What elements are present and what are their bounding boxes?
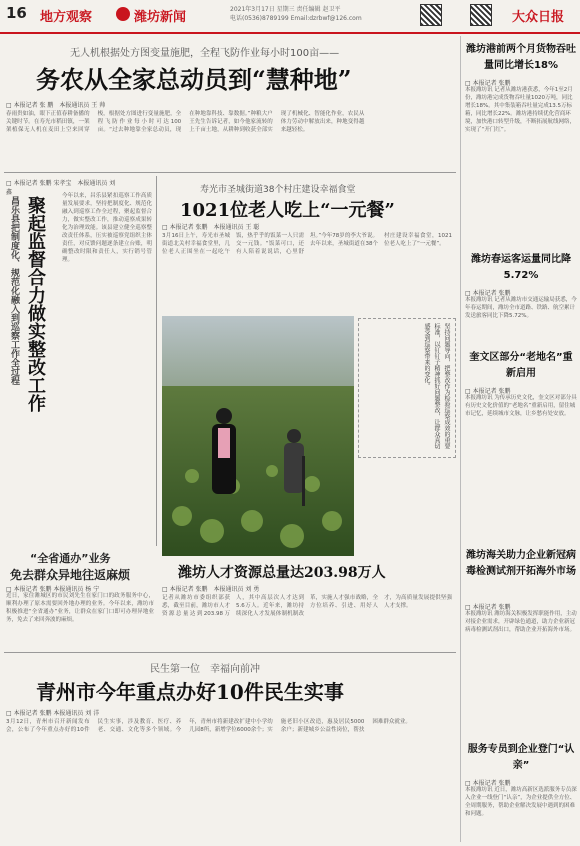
- talent-byline: □ 本报记者 张鹏 本报通讯员 刘 勇: [162, 586, 260, 593]
- section-label: 地方观察: [40, 10, 93, 25]
- sidebar-byline-2: □ 本报记者 张鹏: [465, 290, 511, 297]
- bottom-headline: 青州市今年重点办好10件民生实事: [36, 680, 344, 704]
- quote-box: 坚持问题导向，把整改作为检验巡察成效的重要标准，以钉钉子精神抓好问题整改，让群众真切感受到巡察带来的变化。: [358, 318, 456, 458]
- page-number: 16: [6, 4, 27, 22]
- field-photo: [162, 316, 354, 556]
- sidebar-headline-3: 奎文区部分“老地名”重新启用: [469, 352, 573, 379]
- sidebar-headline-2: 潍坊春运客运量同比降5.72%: [471, 254, 571, 281]
- small-story-body: 近日，家住潍城区的市民刘先生在家门口的政务服务中心，顺利办理了原本需要回外地办理的业务。今年以来，潍坊市积极推进“全省通办”业务，让群众在家门口即可办理异地业务，免去了来回奔波的麻烦。: [6, 593, 154, 623]
- lead-body: 春雨贵如油，眼下正值春耕备播的关键时节。在寿光市稻田镇，一架架植保无人机在麦田上空来回穿梭，根据处方图进行变量施肥，全程飞防作业每小时可达100亩。“过去种地靠全家总动员，现在种地靠科技、靠数据。”种粮大户王先生告诉记者，如今他家流转的上千亩土地，从耕种到收获全部实现了机械化、智能化作业，农民从体力劳动中解放出来，种地变得越来越轻松。: [6, 111, 365, 133]
- qr-code-icon[interactable]: [470, 4, 492, 26]
- sidebar-byline-1: □ 本报记者 张鹏: [465, 80, 511, 87]
- lead-headline: 务农从全家总动员到“慧种地”: [36, 65, 352, 94]
- bottom-body: 3月12日，青州市召开新闻发布会，公布了今年重点办好的10件民生实事，涉及教育、医疗、养老、交通、文化等多个领域。今年，青州市将新建改扩建中小学幼儿园8所，新增学位6000余个；实施老旧小区改造，惠及居民5000余户；新建城乡公益性岗位，帮扶困难群众就业。: [6, 719, 411, 733]
- sidebar-headline-1: 潍坊港前两个月货物吞吐量同比增长18%: [466, 44, 576, 71]
- middle-kicker: 寿光市圣城街道38个村庄建设幸福食堂: [200, 185, 356, 195]
- masthead-meta: [230, 5, 380, 23]
- talent-body: 记者从潍坊市委组织部获悉，截至目前，潍坊市人才资源总量达到203.98万人，其中高层次人才达到5.6万人。近年来，潍坊持续深化人才发展体制机制改革，实施人才强市战略，全方位培养、引进、用好人才，为高质量发展提供坚强人才支撑。: [162, 595, 452, 617]
- lead-byline: □ 本报记者 张 鹏 本报通讯员 王 帅: [6, 102, 106, 109]
- sidebar-body-2: 本报潍坊讯 记者从潍坊市交通运输局获悉，今年春运期间，潍坊全市道路、铁路、航空累计发送旅客同比下降5.72%。: [465, 297, 577, 319]
- sidebar-body-5: 本报潍坊讯 近日，潍坊高新区选派服务专员深入企业一线登门“认亲”，为企业提供全方位、全周期服务，帮助企业解决发展中遇到的困难和问题。: [465, 787, 577, 817]
- sidebar: [460, 36, 578, 842]
- middle-headline: 1021位老人吃上“一元餐”: [180, 200, 395, 221]
- paper-logo: 大众日报: [512, 10, 565, 25]
- sidebar-body-3: 本报潍坊讯 为传承历史文化，奎文区对部分具有历史文化价值的“老地名”重新启用，留住城市记忆，延续城市文脉，让乡愁有处安放。: [465, 395, 577, 417]
- phone-line: 电话(0536)8789199 Email:dzrbwf@126.com: [230, 15, 362, 22]
- sidebar-headline-4: 潍坊海关助力企业新冠病毒检测试剂开拓海外市场: [466, 550, 576, 577]
- sidebar-byline-3: □ 本报记者 张鹏: [465, 388, 511, 395]
- date-line: 2021年3月17日 星期三 责任编辑 赵卫平: [230, 6, 341, 13]
- small-story-byline: □ 本报记者 张鹏 本报通讯员 杨 宁: [6, 586, 100, 593]
- left-feature-body: 今年以来，昌乐县紧扣巡察工作高质量发展要求，坚持把制度化、规范化融入到巡察工作全过程，聚起监督合力，做实整改工作，推动巡察成果转化为治理效能。该县建立健全巡察整改责任体系，压实被巡察党组织主体责任，对反馈问题逐条建立台账，明确整改时限和责任人，实行销号管理。: [62, 193, 152, 263]
- photo-image: [162, 316, 354, 556]
- middle-body: 3月16日上午，寿光市圣城街道北关村幸福食堂里，几位老人正围坐在一起吃午饭，热乎乎的饭菜一人只需交一元钱。“饭菜可口，还有人陪着说说话，心里舒坦。”今年78岁的李大爷说。去年以来，圣城街道在38个村庄建设幸福食堂，1021位老人吃上了“一元餐”。: [162, 233, 452, 255]
- sidebar-body-1: 本报潍坊讯 记者从潍坊港获悉，今年1至2月份，潍坊港完成货物吞吐量1020万吨，同比增长18%。其中集装箱吞吐量完成13.5万标箱，同比增长22%。潍坊港持续优化营商环境，加快港口转型升级，不断拓展航线网络，实现了“开门红”。: [465, 87, 576, 133]
- sidebar-headline-5: 服务专员到企业登门“认亲”: [467, 744, 575, 771]
- small-story-headline: 免去群众异地往返麻烦: [10, 568, 131, 582]
- sidebar-byline-4: □ 本报记者 张鹏: [465, 604, 511, 611]
- bottom-byline: □ 本报记者 张鹏 本报通讯员 刘 洋: [6, 710, 100, 717]
- lead-kicker: 无人机根据处方图变量施肥，全程飞防作业每小时100亩——: [70, 48, 340, 59]
- divider: [4, 652, 456, 653]
- talent-headline: 潍坊人才资源总量达203.98万人: [178, 565, 386, 581]
- divider: [156, 176, 157, 546]
- left-feature-headline: 聚起监督合力做实整改工作: [25, 196, 46, 412]
- left-feature-byline: □ 本报记者 张鹏 宋孝宝 本报通讯员 刘 鑫: [6, 180, 116, 196]
- section-name: 潍坊新闻: [134, 10, 187, 25]
- middle-byline: □ 本报记者 张鹏 本报通讯员 王 聪: [162, 224, 260, 231]
- flower-logo-icon: [116, 7, 130, 21]
- sidebar-body-4: 本报潍坊讯 潍坊海关积极发挥职能作用，主动对接企业需求，开辟绿色通道，助力企业新冠病毒检测试剂出口，帮助企业开拓海外市场。: [465, 611, 577, 633]
- qr-code-icon[interactable]: [420, 4, 442, 26]
- divider: [4, 172, 456, 173]
- sidebar-byline-5: □ 本报记者 张鹏: [465, 780, 511, 787]
- masthead: [0, 0, 580, 34]
- small-story-kicker: “全省通办”业务: [30, 552, 111, 565]
- left-feature-kicker: 昌乐县把制度化、规范化融入到巡察工作全过程: [9, 196, 19, 385]
- bottom-kicker: 民生第一位 幸福向前冲: [150, 664, 260, 675]
